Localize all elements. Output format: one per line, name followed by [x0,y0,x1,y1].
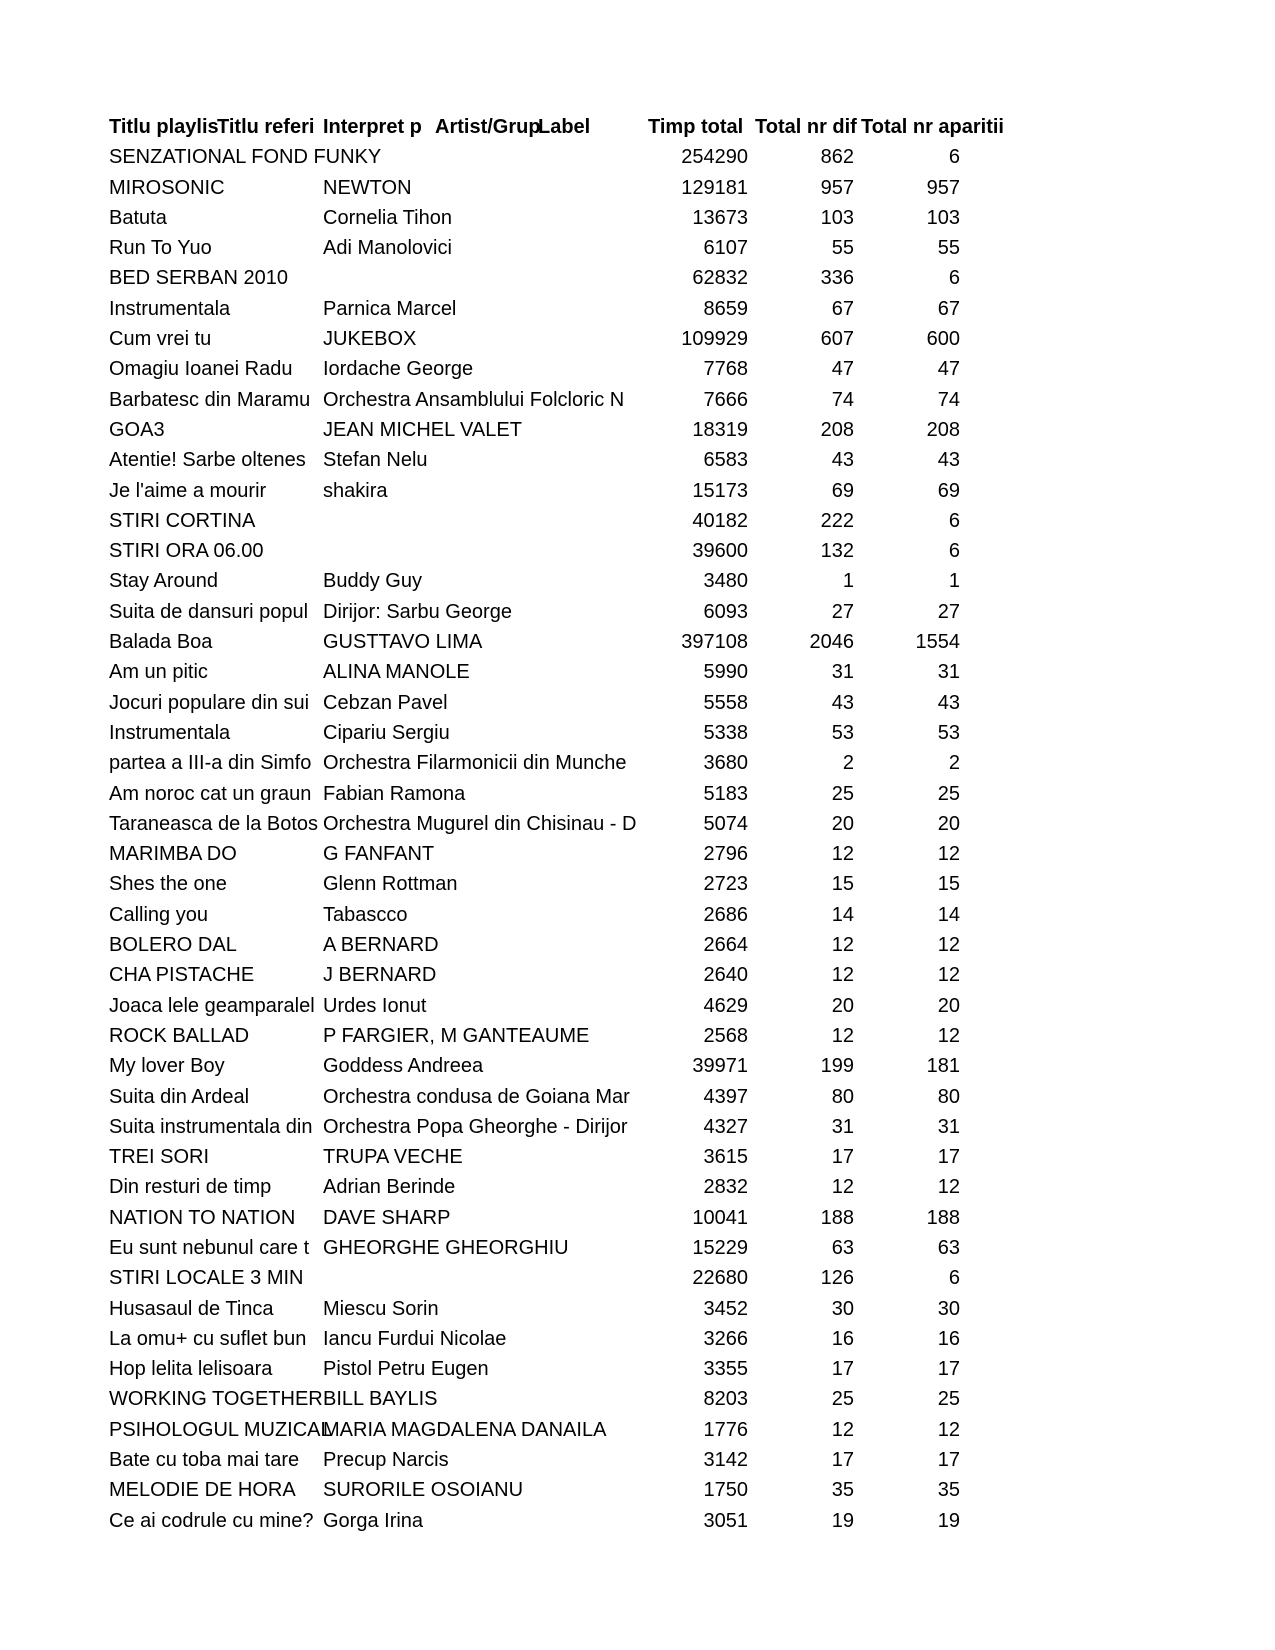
cell-total-nr-aparitii: 20 [937,994,960,1017]
cell-total-nr-aparitii: 188 [926,1206,960,1229]
cell-total-nr-dif: 17 [831,1449,854,1472]
cell-timp-total: 40182 [692,509,748,532]
header-interpret: Interpret p [323,116,422,138]
cell-total-nr-aparitii: 1 [948,570,960,593]
cell-interpret: Adi Manolovici [323,237,452,260]
table-row [0,1506,1275,1536]
cell-interpret: Miescu Sorin [323,1297,439,1320]
cell-interpret: Dirijor: Sarbu George [323,600,512,623]
table-row [0,718,1275,748]
cell-total-nr-dif: 16 [831,1327,854,1350]
table-row [0,324,1275,354]
cell-titlu: Suita din Ardeal [109,1085,250,1108]
cell-total-nr-aparitii: 69 [937,479,960,502]
cell-titlu: Barbatesc din Maramu [109,388,311,411]
cell-titlu: STIRI CORTINA [109,509,256,532]
table-row [0,1112,1275,1142]
cell-interpret: Orchestra Mugurel din Chisinau - D [323,812,637,835]
table-row [0,385,1275,415]
cell-titlu: WORKING TOGETHER [109,1388,323,1411]
cell-interpret: BILL BAYLIS [323,1388,438,1411]
cell-total-nr-dif: 126 [820,1267,854,1290]
cell-total-nr-aparitii: 6 [948,1267,960,1290]
cell-timp-total: 109929 [681,328,748,351]
cell-timp-total: 8659 [703,297,748,320]
cell-total-nr-dif: 30 [831,1297,854,1320]
cell-interpret: TRUPA VECHE [323,1146,463,1169]
cell-total-nr-aparitii: 25 [937,782,960,805]
cell-titlu: STIRI LOCALE 3 MIN [109,1267,304,1290]
cell-total-nr-dif: 31 [831,1115,854,1138]
cell-timp-total: 1750 [703,1479,748,1502]
cell-timp-total: 13673 [692,206,748,229]
cell-titlu: STIRI ORA 06.00 [109,540,264,563]
cell-total-nr-aparitii: 12 [937,1418,960,1441]
table-row [0,173,1275,203]
cell-interpret: Orchestra Filarmonicii din Munche [323,752,627,775]
cell-total-nr-aparitii: 55 [937,237,960,260]
cell-titlu: Hop lelita lelisoara [109,1358,273,1381]
cell-total-nr-aparitii: 30 [937,1297,960,1320]
cell-total-nr-aparitii: 12 [937,964,960,987]
cell-titlu: Shes the one [109,873,227,896]
cell-total-nr-aparitii: 6 [948,146,960,169]
cell-titlu: My lover Boy [109,1055,225,1078]
cell-titlu: Run To Yuo [109,237,212,260]
cell-titlu: MARIMBA DO [109,843,237,866]
cell-total-nr-aparitii: 208 [926,418,960,441]
cell-total-nr-dif: 12 [831,1024,854,1047]
table-row [0,1082,1275,1112]
cell-timp-total: 2686 [703,903,748,926]
cell-total-nr-aparitii: 15 [937,873,960,896]
cell-timp-total: 3266 [703,1327,748,1350]
cell-titlu: MELODIE DE HORA [109,1479,296,1502]
cell-titlu: Eu sunt nebunul care t [109,1236,310,1259]
cell-timp-total: 2640 [703,964,748,987]
cell-total-nr-aparitii: 957 [926,176,960,199]
table-row [0,506,1275,536]
table-header-row [0,112,1275,142]
cell-total-nr-aparitii: 17 [937,1449,960,1472]
cell-interpret: Parnica Marcel [323,297,457,320]
cell-titlu: GOA3 [109,418,165,441]
table-row [0,1324,1275,1354]
cell-total-nr-dif: 55 [831,237,854,260]
table-row [0,1233,1275,1263]
cell-interpret: Fabian Ramona [323,782,466,805]
cell-titlu: Am noroc cat un graun [109,782,312,805]
cell-timp-total: 18319 [692,418,748,441]
cell-total-nr-dif: 199 [820,1055,854,1078]
table-row [0,930,1275,960]
cell-interpret: A BERNARD [323,934,439,957]
table-row [0,445,1275,475]
cell-total-nr-aparitii: 12 [937,934,960,957]
cell-timp-total: 5558 [703,691,748,714]
cell-titlu: Instrumentala [109,721,231,744]
cell-titlu: Am un pitic [109,661,208,684]
cell-timp-total: 22680 [692,1267,748,1290]
cell-total-nr-dif: 74 [831,388,854,411]
table-row [0,1415,1275,1445]
cell-timp-total: 10041 [692,1206,748,1229]
table-row [0,839,1275,869]
cell-timp-total: 3680 [703,752,748,775]
cell-timp-total: 15229 [692,1236,748,1259]
cell-total-nr-aparitii: 14 [937,903,960,926]
cell-total-nr-dif: 17 [831,1358,854,1381]
cell-total-nr-dif: 25 [831,1388,854,1411]
cell-total-nr-aparitii: 6 [948,267,960,290]
cell-titlu: NATION TO NATION [109,1206,296,1229]
table-row [0,688,1275,718]
table-row [0,657,1275,687]
cell-total-nr-dif: 69 [831,479,854,502]
cell-timp-total: 2664 [703,934,748,957]
cell-titlu: Ce ai codrule cu mine? [109,1509,314,1532]
cell-total-nr-aparitii: 74 [937,388,960,411]
cell-total-nr-dif: 80 [831,1085,854,1108]
table-row [0,1051,1275,1081]
cell-timp-total: 6583 [703,449,748,472]
cell-interpret: MARIA MAGDALENA DANAILA [323,1418,607,1441]
header-total-nr-aparitii: Total nr aparitii [861,116,1004,138]
table-row [0,354,1275,384]
cell-timp-total: 397108 [681,631,748,654]
cell-interpret: SURORILE OSOIANU [323,1479,524,1502]
cell-interpret: P FARGIER, M GANTEAUME [323,1024,590,1047]
cell-interpret: Orchestra Ansamblului Folcloric N [323,388,625,411]
cell-total-nr-dif: 12 [831,934,854,957]
cell-total-nr-aparitii: 31 [937,1115,960,1138]
cell-interpret: Cornelia Tihon [323,206,452,229]
cell-total-nr-dif: 12 [831,843,854,866]
cell-timp-total: 15173 [692,479,748,502]
table-row [0,1172,1275,1202]
cell-titlu: SENZATIONAL FOND FUNKY [109,146,382,169]
table-row [0,1203,1275,1233]
cell-titlu: BED SERBAN 2010 [109,267,288,290]
cell-interpret: Adrian Berinde [323,1176,456,1199]
cell-titlu: MIROSONIC [109,176,225,199]
table-row [0,1142,1275,1172]
table-row [0,1021,1275,1051]
cell-timp-total: 8203 [703,1388,748,1411]
cell-total-nr-aparitii: 12 [937,1176,960,1199]
cell-total-nr-dif: 208 [820,418,854,441]
cell-interpret: J BERNARD [323,964,437,987]
cell-total-nr-dif: 862 [820,146,854,169]
header-total-nr-dif: Total nr dif [755,116,857,138]
cell-titlu: Suita de dansuri popul [109,600,309,623]
cell-timp-total: 3452 [703,1297,748,1320]
cell-total-nr-aparitii: 103 [926,206,960,229]
table-row [0,1294,1275,1324]
cell-total-nr-dif: 957 [820,176,854,199]
cell-interpret: Precup Narcis [323,1449,449,1472]
cell-timp-total: 2723 [703,873,748,896]
cell-total-nr-aparitii: 12 [937,843,960,866]
cell-total-nr-aparitii: 17 [937,1358,960,1381]
cell-titlu: Din resturi de timp [109,1176,272,1199]
cell-interpret: Pistol Petru Eugen [323,1358,489,1381]
spreadsheet-table [0,112,1275,1536]
cell-titlu: Je l'aime a mourir [109,479,267,502]
cell-total-nr-dif: 222 [820,509,854,532]
table-row [0,415,1275,445]
cell-total-nr-dif: 188 [820,1206,854,1229]
cell-interpret: ALINA MANOLE [323,661,470,684]
cell-total-nr-dif: 25 [831,782,854,805]
cell-interpret: Orchestra condusa de Goiana Mar [323,1085,630,1108]
cell-titlu: PSIHOLOGUL MUZICAL [109,1418,332,1441]
cell-interpret: Tabascco [323,903,408,926]
cell-interpret: G FANFANT [323,843,435,866]
cell-titlu: Joaca lele geamparalel [109,994,315,1017]
table-row [0,779,1275,809]
cell-total-nr-aparitii: 6 [948,540,960,563]
cell-interpret: Orchestra Popa Gheorghe - Dirijor [323,1115,628,1138]
cell-titlu: Balada Boa [109,631,213,654]
cell-total-nr-aparitii: 600 [926,328,960,351]
cell-timp-total: 5990 [703,661,748,684]
table-row [0,263,1275,293]
cell-titlu: CHA PISTACHE [109,964,255,987]
cell-total-nr-dif: 20 [831,994,854,1017]
cell-interpret: JUKEBOX [323,328,417,351]
cell-titlu: Batuta [109,206,167,229]
cell-total-nr-aparitii: 63 [937,1236,960,1259]
cell-timp-total: 5183 [703,782,748,805]
cell-total-nr-dif: 63 [831,1236,854,1259]
cell-total-nr-dif: 336 [820,267,854,290]
cell-timp-total: 4397 [703,1085,748,1108]
cell-total-nr-aparitii: 12 [937,1024,960,1047]
cell-timp-total: 6093 [703,600,748,623]
cell-timp-total: 5338 [703,721,748,744]
table-row [0,991,1275,1021]
cell-total-nr-dif: 43 [831,691,854,714]
cell-timp-total: 3051 [703,1509,748,1532]
cell-total-nr-dif: 17 [831,1146,854,1169]
cell-timp-total: 2568 [703,1024,748,1047]
cell-interpret: Iancu Furdui Nicolae [323,1327,507,1350]
cell-titlu: La omu+ cu suflet bun [109,1327,307,1350]
cell-timp-total: 129181 [681,176,748,199]
table-row [0,142,1275,172]
cell-total-nr-dif: 19 [831,1509,854,1532]
header-titlu-playlist: Titlu playlis [109,116,219,138]
table-row [0,900,1275,930]
table-row [0,536,1275,566]
cell-timp-total: 254290 [681,146,748,169]
cell-timp-total: 6107 [703,237,748,260]
cell-titlu: Omagiu Ioanei Radu [109,358,293,381]
cell-total-nr-aparitii: 27 [937,600,960,623]
cell-interpret: Cebzan Pavel [323,691,448,714]
table-row [0,809,1275,839]
cell-total-nr-dif: 47 [831,358,854,381]
cell-total-nr-dif: 2046 [809,631,854,654]
cell-titlu: BOLERO DAL [109,934,237,957]
cell-total-nr-dif: 35 [831,1479,854,1502]
table-row [0,476,1275,506]
table-row [0,566,1275,596]
cell-total-nr-aparitii: 53 [937,721,960,744]
cell-titlu: Instrumentala [109,297,231,320]
cell-total-nr-dif: 607 [820,328,854,351]
cell-total-nr-aparitii: 80 [937,1085,960,1108]
cell-timp-total: 4327 [703,1115,748,1138]
cell-timp-total: 2796 [703,843,748,866]
header-timp-total: Timp total [648,116,744,138]
cell-interpret: Goddess Andreea [323,1055,484,1078]
header-label: Label [538,116,591,138]
cell-total-nr-aparitii: 1554 [915,631,960,654]
cell-timp-total: 7768 [703,358,748,381]
cell-interpret: Buddy Guy [323,570,422,593]
cell-titlu: Stay Around [109,570,218,593]
cell-timp-total: 3355 [703,1358,748,1381]
cell-timp-total: 39600 [692,540,748,563]
cell-titlu: Bate cu toba mai tare [109,1449,300,1472]
cell-total-nr-aparitii: 181 [926,1055,960,1078]
cell-interpret: Urdes Ionut [323,994,427,1017]
cell-total-nr-dif: 67 [831,297,854,320]
cell-interpret: GUSTTAVO LIMA [323,631,483,654]
cell-interpret: NEWTON [323,176,412,199]
cell-total-nr-aparitii: 19 [937,1509,960,1532]
cell-total-nr-aparitii: 35 [937,1479,960,1502]
cell-titlu: Husasaul de Tinca [109,1297,274,1320]
table-row [0,1384,1275,1414]
cell-total-nr-dif: 2 [842,752,854,775]
cell-interpret: Glenn Rottman [323,873,458,896]
table-row [0,960,1275,990]
table-row [0,233,1275,263]
cell-total-nr-aparitii: 20 [937,812,960,835]
cell-total-nr-dif: 12 [831,964,854,987]
cell-titlu: Calling you [109,903,208,926]
table-row [0,1263,1275,1293]
cell-total-nr-aparitii: 43 [937,449,960,472]
cell-total-nr-aparitii: 16 [937,1327,960,1350]
cell-total-nr-dif: 132 [820,540,854,563]
cell-total-nr-aparitii: 43 [937,691,960,714]
table-row [0,1445,1275,1475]
cell-interpret: Stefan Nelu [323,449,428,472]
header-titlu-referinta: Titlu referi [217,116,315,138]
cell-total-nr-dif: 103 [820,206,854,229]
cell-total-nr-aparitii: 25 [937,1388,960,1411]
cell-total-nr-aparitii: 67 [937,297,960,320]
cell-timp-total: 62832 [692,267,748,290]
cell-timp-total: 39971 [692,1055,748,1078]
table-row [0,748,1275,778]
table-row [0,869,1275,899]
table-row [0,1475,1275,1505]
cell-total-nr-aparitii: 6 [948,509,960,532]
cell-total-nr-aparitii: 47 [937,358,960,381]
cell-titlu: Atentie! Sarbe oltenes [109,449,306,472]
cell-interpret: shakira [323,479,388,502]
cell-total-nr-aparitii: 2 [948,752,960,775]
cell-titlu: Taraneasca de la Botos [109,812,319,835]
cell-timp-total: 5074 [703,812,748,835]
cell-total-nr-dif: 14 [831,903,854,926]
cell-interpret: Iordache George [323,358,474,381]
header-artist-grup: Artist/Grup [435,116,541,138]
table-row [0,203,1275,233]
cell-interpret: Gorga Irina [323,1509,424,1532]
cell-interpret: GHEORGHE GHEORGHIU [323,1236,569,1259]
table-row [0,294,1275,324]
cell-total-nr-dif: 1 [842,570,854,593]
cell-interpret: DAVE SHARP [323,1206,451,1229]
table-row [0,1354,1275,1384]
cell-interpret: Cipariu Sergiu [323,721,450,744]
cell-timp-total: 3142 [703,1449,748,1472]
table-row [0,627,1275,657]
cell-total-nr-aparitii: 31 [937,661,960,684]
cell-timp-total: 3615 [703,1146,748,1169]
cell-titlu: Cum vrei tu [109,328,212,351]
cell-total-nr-dif: 12 [831,1176,854,1199]
cell-timp-total: 3480 [703,570,748,593]
cell-total-nr-dif: 20 [831,812,854,835]
cell-total-nr-dif: 31 [831,661,854,684]
cell-total-nr-dif: 53 [831,721,854,744]
cell-total-nr-dif: 12 [831,1418,854,1441]
cell-total-nr-aparitii: 17 [937,1146,960,1169]
cell-timp-total: 7666 [703,388,748,411]
cell-titlu: partea a III-a din Simfo [109,752,312,775]
cell-titlu: ROCK BALLAD [109,1024,250,1047]
cell-titlu: Jocuri populare din sui [109,691,310,714]
cell-titlu: TREI SORI [109,1146,210,1169]
cell-total-nr-dif: 27 [831,600,854,623]
cell-total-nr-dif: 43 [831,449,854,472]
cell-total-nr-dif: 15 [831,873,854,896]
cell-titlu: Suita instrumentala din [109,1115,313,1138]
cell-interpret: JEAN MICHEL VALET [323,418,522,441]
cell-timp-total: 4629 [703,994,748,1017]
cell-timp-total: 1776 [703,1418,748,1441]
table-row [0,597,1275,627]
cell-timp-total: 2832 [703,1176,748,1199]
